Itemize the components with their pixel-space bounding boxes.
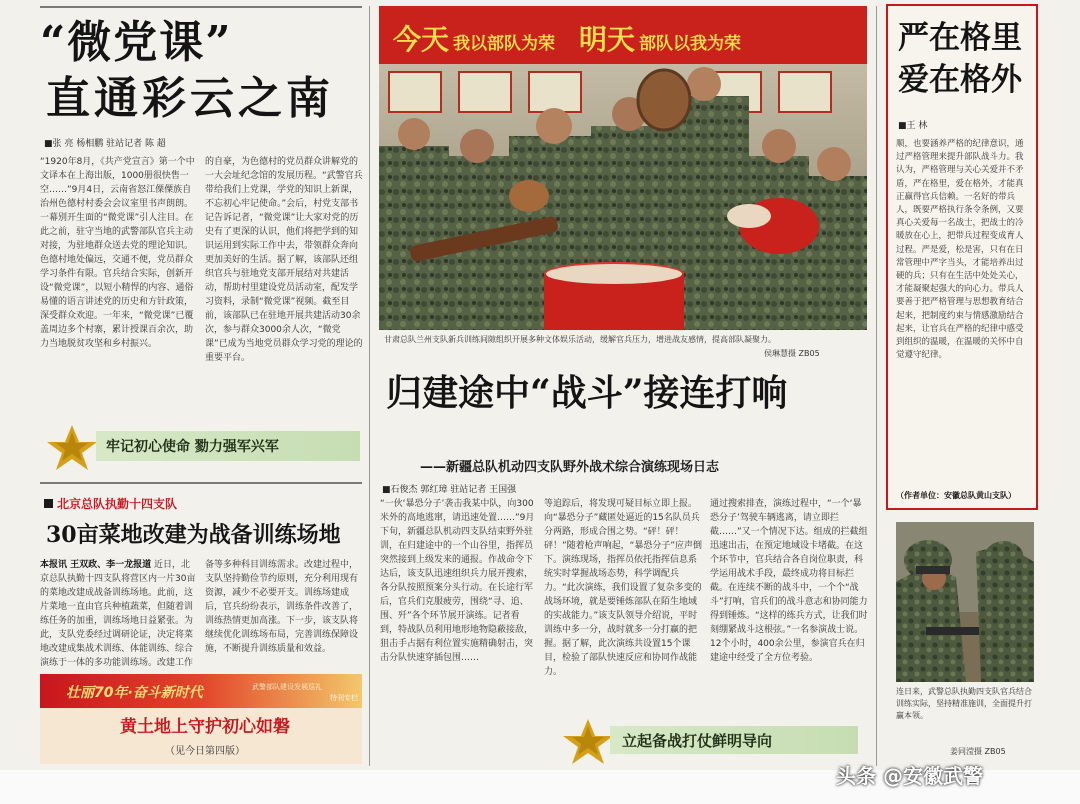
top-left-rule [40,6,362,8]
lower-left-rule [40,482,362,484]
lower-left-body: 近日，北京总队执勤十四支队将营区内一片30亩的菜地改建成战备训练场地。此前，这片菜地一直由官兵种植蔬菜，但随着训练任务的加重，训练场地日益紧张。为此，支队党委经过调研论证，决定将菜地改建成集战术训练、体能训练、综合演练于一体的多功能训练场。改建工作 [40,560,196,668]
unit-tag-label: 北京总队执勤十四支队 [57,497,178,511]
square-bullet-icon [44,499,53,508]
right-photo-credit: 姜同滢摄 ZB05 [950,747,1006,756]
left-section-banner [40,422,362,472]
right-boxed-article [886,4,1038,510]
photo-credit: 侯琳慧摄 ZB05 [764,349,820,358]
left-body-col-1: “1920年8月，《共产党宣言》第一个中文译本在上海出版，1000册很快售一空……”9月4日，云南省怒江傈僳族自治州色德村村委会会议室里书声朗朗。一幕别开生面的“微党课”引人注目。在此之前，驻守当地的武警部队官兵主动对接，为驻地群众送去党的理论知识。色德村地处偏远，交通不便，党员群众学习条件有限。官兵结合实际，创新开设“微党课”，以短小精悍的内容、通俗易懂的语言讲述党的历史和方针政策，深受群众欢迎。一年来，“微党课”已覆盖周边多个村寨，累计授课百余次，助力当地脱贫攻坚和乡村振兴。 [40,157,195,349]
photo-caption [384,334,864,346]
main-banner-text: 立起备战打仗鲜明导向 [622,732,773,750]
main-section-banner [560,716,860,766]
slogan-banner [393,18,741,58]
right-body: 顺，也要涵养严格的纪律意识，通过严格管理来提升部队战斗力。我认为，严格管理与关心关爱并不矛盾，严在格里，爱在格外，才能真正赢得官兵信赖。一名好的带兵人，既要严格执行条令条例，又要真心关爱每一名战士，把战士的冷暖放在心上，把带兵过程变成育人过程。严是爱，松是害，只有在日常管理中严字当头，才能培养出过硬的兵；只有在生活中处处关心，才能凝聚起强大的向心力。带兵人要善于把严格管理与思想教育结合起来，把制度约束与情感激励结合起来，让官兵在严格的纪律中感受到组织的温暖，在温暖的关怀中自觉遵守纪律。 [896,139,1024,361]
promo-corner-text: 特刊专栏 [330,694,358,702]
unit-tag [44,493,177,512]
main-byline: ■石俊杰 郭红璋 驻站记者 王国强 [382,485,517,495]
lower-left-byline: 本报讯 王双政、李一龙报道 [40,560,152,570]
main-body-col-2: 等追踪后，将发现可疑目标立即上报。向“暴恐分子”藏匿处逼近的15名队员兵分两路，形成合围之势。“砰！砰！砰！”随着枪声响起，“暴恐分子”应声倒下。演练现场，指挥员依托指挥信息系统实时掌握战场态势，科学调配兵力。“此次演练，我们设置了复杂多变的战场环境，就是要锤炼部队在陌生地域的实战能力。”该支队领导介绍说，平时训练中多一分，战时就多一分打赢的把握。据了解，此次演练共设置15个课目，检验了部队快速反应和协同作战能力。 [544,499,702,677]
promo-side-text: 武警部队建设发展巡礼 [252,683,322,691]
right-photo [896,522,1034,682]
lower-left-body-col-2: 备等多种科目训练需求。改建过程中，支队坚持勤俭节约原则，充分利用现有资源，减少不必要开支。训练场建成后，官兵纷纷表示，训练条件改善了，训练热情更加高涨。下一步，该支队将继续优化训练场布局，完善训练保障设施，不断提升训练质量和效益。 [205,560,359,654]
star-icon [44,422,100,472]
right-headline-2: 爱在格外 [898,62,1022,98]
slogan-part-3: 明天 [579,23,636,56]
slogan-part-2: 我以部队为荣 [453,34,556,54]
promo-small-title: 壮丽70年·奋斗新时代 [66,685,203,701]
right-column-divider [876,6,877,766]
lower-left-body-col-1 [40,558,198,668]
right-byline: ■王 林 [898,121,928,131]
main-subhead: ——新疆总队机动四支队野外战术综合演练现场日志 [420,460,720,475]
promo-banner [40,674,362,764]
promo-headline: 黄土地上守护初心如磐 [120,717,290,737]
star-icon [560,716,616,766]
center-photo [379,6,867,330]
slogan-part-1: 今天 [393,23,450,56]
left-body-col-2: 的自豪，为色德村的党员群众讲解党的一大会址纪念馆的发展历程。“武警官兵带给我们上党课，学党的知识上新课，不忘初心牢记使命。”会后，村党支部书记告诉记者，“微党课”让大家对党的历史有了更深的认识，他们将把学到的知识运用到实际工作中去，带领群众奔向更加美好的生活。据了解，该部队还组织官兵与驻地党支部开展结对共建活动，帮助村里建设党员活动室，配发学习资料，录制“微党课”视频。截至目前，该部队已在驻地开展共建活动30余次，参与群众3000余人次，“微党课”已成为当地党员群众学习党的理论的重要平台。 [205,157,363,363]
main-body-col-1: “一伙‘暴恐分子’袭击我某中队，向300米外的高地逃窜，请迅速处置……”9月下旬，新疆总队机动四支队结束野外驻训，在归建途中的一个山谷里，指挥员突然接到上级发来的通报。作战命令下达后，该支队迅速组织兵力展开搜索，各分队按照预案分头行动。在长途行军后，官兵们克服疲劳，围绕“寻、追、围、歼”各个环节展开演练。记者看到，特战队员利用地形地物隐蔽接敌，狙击手占据有利位置实施精确射击，突击分队快速穿插包围…… [380,499,535,663]
left-headline-1: “微党课” [40,17,233,68]
left-column-divider [369,6,370,766]
right-photo-caption: 连日来，武警总队执勤四支队官兵结合训练实际，坚持精准施训，全面提升打赢本领。 [896,687,1032,720]
main-body-col-3: 通过搜索排查，演练过程中，“一个‘暴恐分子’驾驶车辆逃离，请立即拦截……”又一个情况下达。组成的拦截组迅速出击，在预定地域设卡堵截。在这个环节中，官兵结合各自岗位职责，科学运用战术手段，最终成功将目标拦截。在连续不断的战斗中，一个个“战斗”打响，官兵们的战斗意志和协同能力得到锤炼。“这样的练兵方式，让我们时刻绷紧战斗这根弦。”一名参演战士说。12个小时，400余公里，参演官兵在归建途中经受了全方位考验。 [710,499,868,663]
left-banner-text: 牢记初心使命 勠力强军兴军 [106,439,279,455]
slogan-part-4: 部队以我为荣 [639,34,742,54]
right-author: （作者单位：安徽总队黄山支队） [896,491,1016,500]
photo-caption-text: 甘肃总队兰州支队新兵训练间隙组织开展多种文体娱乐活动，缓解官兵压力，增进战友感情，提高部队凝聚力。 [384,335,776,344]
main-headline: 归建途中“战斗”接连打响 [386,372,788,414]
left-headline-2: 直通彩云之南 [46,73,334,124]
promo-note: （见今日第四版） [165,746,245,757]
watermark: 头条 @安徽武警 [836,764,983,788]
lower-left-headline: 30亩菜地改建为战备训练场地 [46,522,341,548]
soldier-aiming-photo [896,522,1034,682]
left-byline: ■张 亮 杨相鹏 驻站记者 陈 超 [44,139,166,149]
right-headline-1: 严在格里 [898,20,1022,56]
